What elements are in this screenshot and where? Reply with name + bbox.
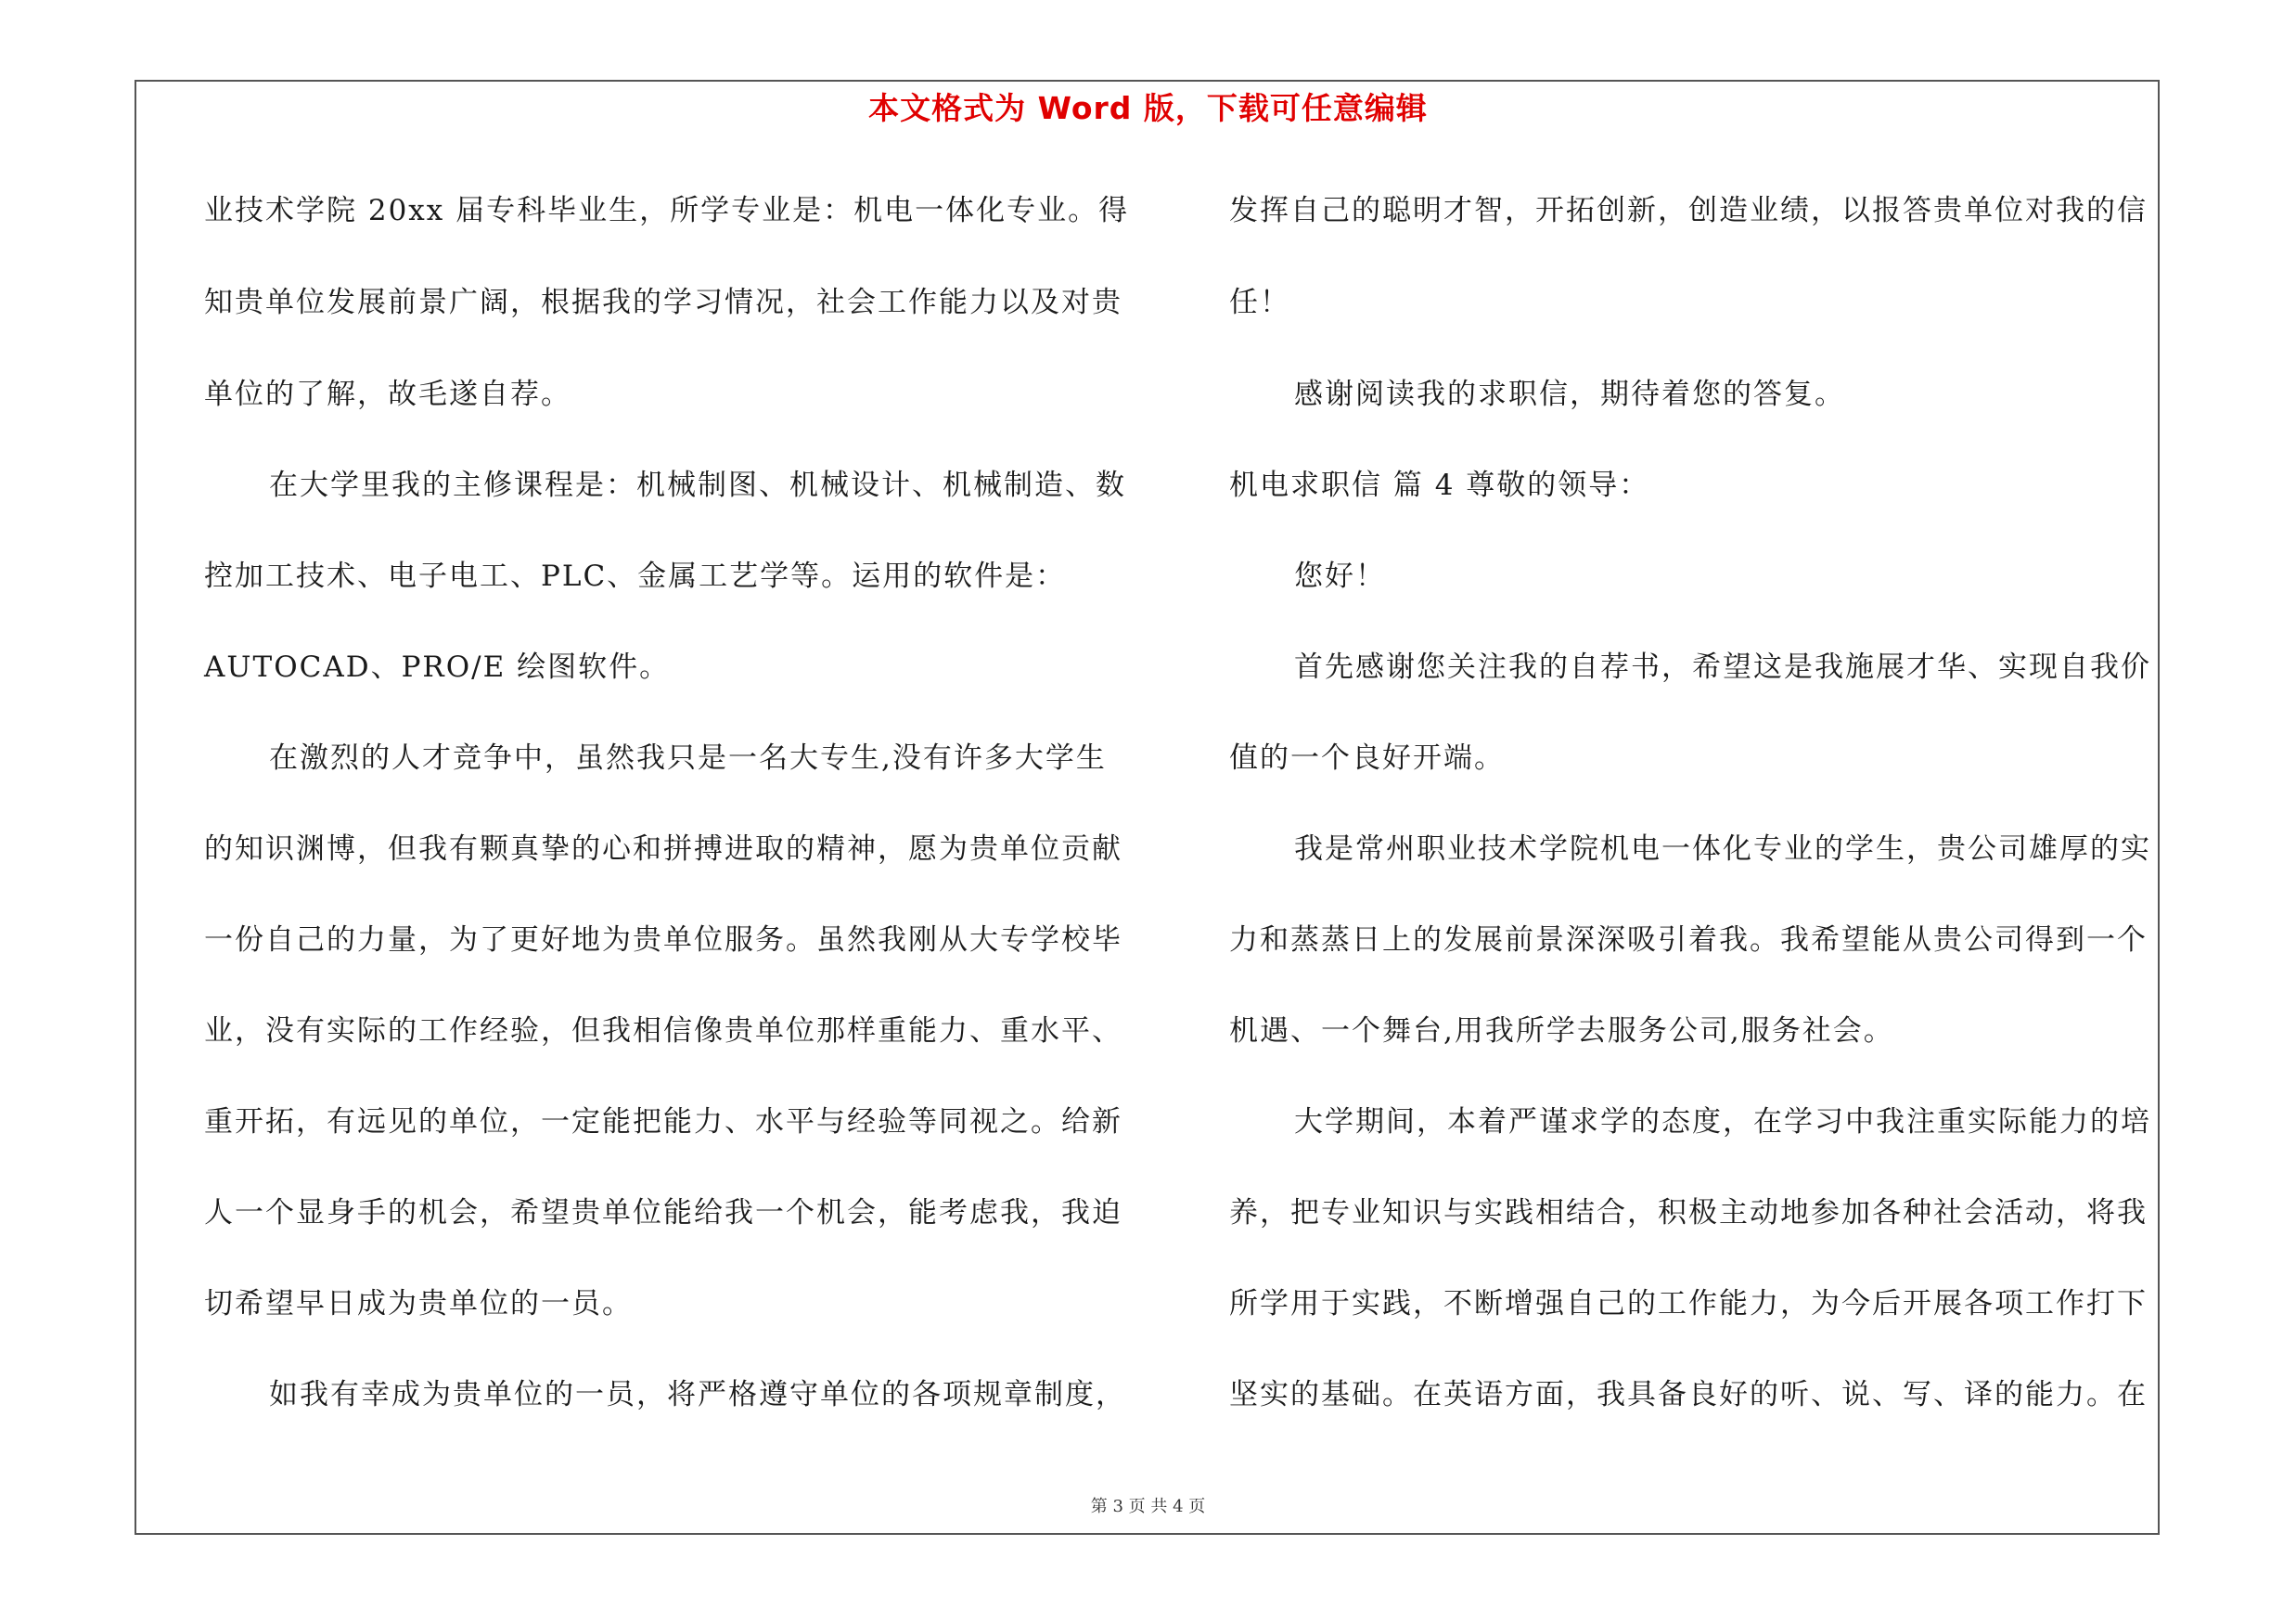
paragraph-line: 任！ (1229, 286, 1290, 319)
paragraph-line: 坚实的基础。在英语方面，我具备良好的听、说、写、译的能力。在 (1229, 1378, 2148, 1411)
word-format-banner: 本文格式为 Word 版，下载可任意编辑 (868, 90, 1428, 126)
paragraph-line: 在大学里我的主修课程是：机械制图、机械设计、机械制造、数 (269, 469, 1126, 502)
paragraph-line: 重开拓，有远见的单位，一定能把能力、水平与经验等同视之。给新 (204, 1105, 1122, 1139)
paragraph-line: 单位的了解，故毛遂自荐。 (204, 378, 571, 411)
paragraph-line: 切希望早日成为贵单位的一员。 (204, 1287, 633, 1320)
paragraph-line: 机遇、一个舞台,用我所学去服务公司,服务社会。 (1229, 1014, 1894, 1048)
paragraph-line: 大学期间，本着严谨求学的态度，在学习中我注重实际能力的培 (1294, 1105, 2151, 1139)
paragraph-line: 所学用于实践，不断增强自己的工作能力，为今后开展各项工作打下 (1229, 1287, 2148, 1320)
paragraph-line: 控加工技术、电子电工、PLC、金属工艺学等。运用的软件是： (204, 560, 1067, 593)
paragraph-line: 感谢阅读我的求职信，期待着您的答复。 (1294, 378, 1845, 411)
paragraph-line: 如我有幸成为贵单位的一员，将严格遵守单位的各项规章制度， (269, 1378, 1126, 1411)
paragraph-line: 业，没有实际的工作经验，但我相信像贵单位那样重能力、重水平、 (204, 1014, 1122, 1048)
paragraph-line: 知贵单位发展前景广阔，根据我的学习情况，社会工作能力以及对贵 (204, 286, 1122, 319)
page-number-footer: 第 3 页 共 4 页 (1090, 1497, 1206, 1516)
paragraph-line: 人一个显身手的机会，希望贵单位能给我一个机会，能考虑我，我迫 (204, 1196, 1122, 1230)
paragraph-line: 一份自己的力量，为了更好地为贵单位服务。虽然我刚从大专学校毕 (204, 923, 1122, 957)
greeting-line: 您好！ (1294, 560, 1386, 593)
paragraph-line: 首先感谢您关注我的自荐书，希望这是我施展才华、实现自我价 (1294, 650, 2151, 684)
section-heading-line: 机电求职信 篇 4 尊敬的领导： (1229, 469, 1650, 502)
paragraph-line: 养，把专业知识与实践相结合，积极主动地参加各种社会活动，将我 (1229, 1196, 2148, 1230)
paragraph-line: AUTOCAD、PRO/E 绘图软件。 (204, 650, 671, 684)
paragraph-line: 我是常州职业技术学院机电一体化专业的学生，贵公司雄厚的实 (1294, 832, 2151, 866)
paragraph-line: 的知识渊博，但我有颗真挚的心和拼搏进取的精神，愿为贵单位贡献 (204, 832, 1122, 866)
paragraph-line: 值的一个良好开端。 (1229, 741, 1505, 775)
paragraph-line: 力和蒸蒸日上的发展前景深深吸引着我。我希望能从贵公司得到一个 (1229, 923, 2148, 957)
paragraph-line: 在激烈的人才竞争中，虽然我只是一名大专生,没有许多大学生 (269, 741, 1107, 775)
paragraph-line: 发挥自己的聪明才智，开拓创新，创造业绩，以报答贵单位对我的信 (1229, 194, 2148, 227)
paragraph-line: 业技术学院 20xx 届专科毕业生，所学专业是：机电一体化专业。得 (204, 194, 1130, 227)
